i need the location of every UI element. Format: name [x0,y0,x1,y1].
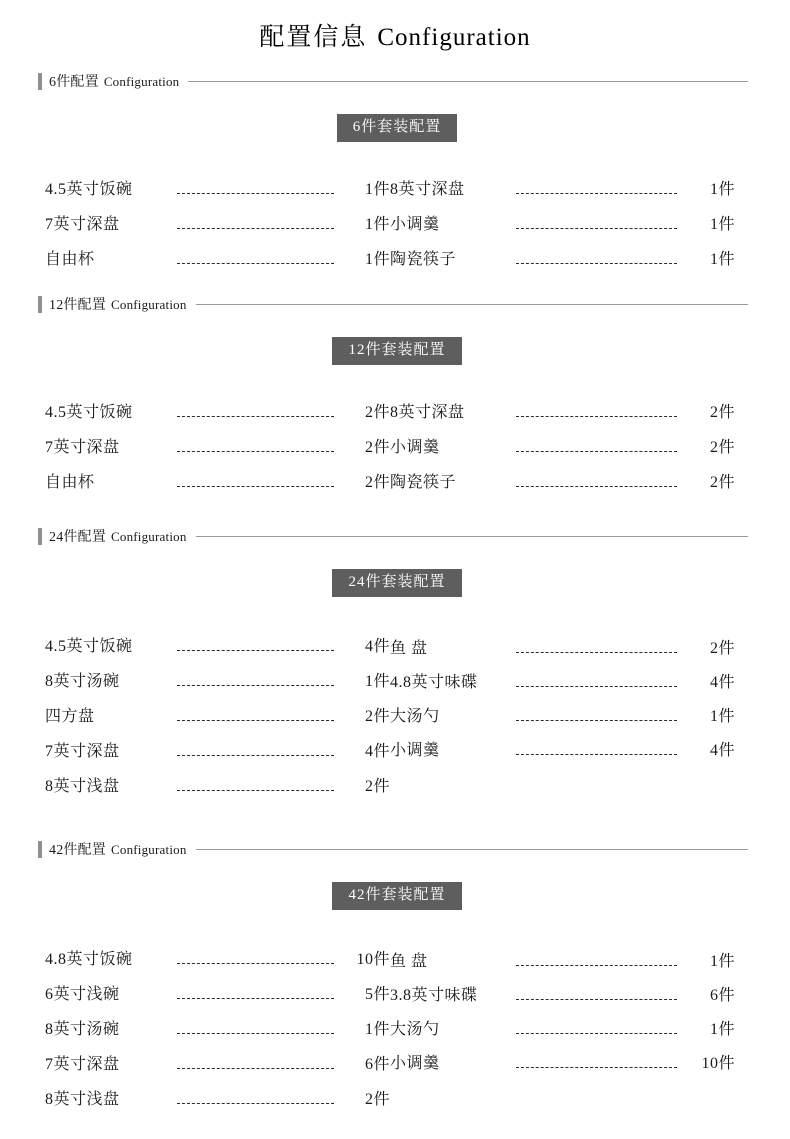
item-name: 4.8英寸饭碗 [45,951,133,968]
item-quantity: 10件 [701,1055,735,1072]
section-header-label [49,839,187,859]
section-header-label-en: Configuration [111,842,187,857]
item-name: 陶瓷筷子 [390,474,457,491]
leader-line [177,416,334,417]
item-column-left [45,176,390,281]
leader-line [516,720,677,721]
item-row [390,737,735,771]
item-name: 4.8英寸味碟 [390,674,478,691]
section-header [0,70,790,92]
set-badge-container [0,569,790,597]
item-row [390,1016,735,1050]
item-row [45,176,390,211]
item-row [390,246,735,281]
item-name: 8英寸浅盘 [45,1091,120,1108]
item-row [390,399,735,434]
item-name: 陶瓷筷子 [390,251,457,268]
item-quantity: 1件 [709,216,735,233]
section-header [0,525,790,547]
section-header-label [49,526,187,546]
item-quantity: 2件 [709,404,735,421]
item-column-left [45,399,390,504]
item-quantity: 1件 [364,251,390,268]
accent-bar-icon [38,841,42,858]
item-row [45,1086,390,1121]
section-header-label-cn: 42件配置 [49,843,106,858]
configuration-section [0,293,790,504]
item-quantity: 10件 [356,951,390,968]
page-title-en: Configuration [377,24,531,51]
item-row [45,469,390,504]
item-row [45,633,390,668]
item-row [45,1016,390,1051]
item-quantity: 1件 [709,708,735,725]
leader-line [516,999,677,1000]
item-row [390,176,735,211]
item-name: 8英寸汤碗 [45,673,120,690]
item-name: 7英寸深盘 [45,1056,120,1073]
item-name: 8英寸浅盘 [45,778,120,795]
item-row [45,399,390,434]
item-name: 7英寸深盘 [45,216,120,233]
item-name: 小调羹 [390,742,440,759]
set-badge: 24件套装配置 [332,569,461,597]
item-row [45,211,390,246]
leader-line [177,228,334,229]
item-name: 大汤勺 [390,708,440,725]
configuration-section [0,70,790,281]
item-name: 小调羹 [390,1055,440,1072]
item-column-right [390,399,735,504]
item-row [390,434,735,469]
item-name: 4.5英寸饭碗 [45,404,133,421]
item-column-left [45,633,390,808]
leader-line [516,754,677,755]
section-divider [196,536,748,537]
item-name: 4.5英寸饭碗 [45,638,133,655]
leader-line [177,1068,334,1069]
leader-line [177,193,334,194]
item-quantity: 1件 [709,1021,735,1038]
item-row [390,1050,735,1084]
leader-line [177,685,334,686]
section-header-label-cn: 24件配置 [49,530,106,545]
item-name: 四方盘 [45,708,95,725]
item-column-right [390,176,735,281]
item-quantity: 2件 [709,640,735,657]
section-header [0,293,790,315]
leader-line [177,720,334,721]
set-badge-container [0,114,790,142]
item-quantity: 1件 [364,673,390,690]
item-quantity: 2件 [709,474,735,491]
leader-line [177,650,334,651]
item-quantity: 2件 [364,778,390,795]
section-header-label-en: Configuration [111,529,187,544]
item-quantity: 2件 [364,708,390,725]
set-badge: 12件套装配置 [332,337,461,365]
set-badge-container [0,882,790,910]
item-quantity: 6件 [709,987,735,1004]
item-row [45,1051,390,1086]
item-name: 8英寸深盘 [390,404,465,421]
set-badge: 6件套装配置 [337,114,458,142]
leader-line [177,1033,334,1034]
item-quantity: 1件 [364,181,390,198]
item-row [390,469,735,504]
item-quantity: 1件 [709,181,735,198]
item-row [390,669,735,703]
item-name: 小调羹 [390,216,440,233]
item-columns [0,176,790,281]
item-quantity: 2件 [364,439,390,456]
item-name: 鱼 盘 [390,953,428,970]
item-row [45,703,390,738]
item-columns [0,633,790,808]
item-quantity: 2件 [364,1091,390,1108]
leader-line [177,486,334,487]
leader-line [516,451,677,452]
item-row [45,946,390,981]
item-quantity: 4件 [364,743,390,760]
item-quantity: 1件 [364,216,390,233]
item-row [45,246,390,281]
item-quantity: 4件 [709,674,735,691]
set-badge: 42件套装配置 [332,882,461,910]
item-row [45,981,390,1016]
item-quantity: 1件 [709,251,735,268]
item-quantity: 2件 [364,474,390,491]
accent-bar-icon [38,296,42,313]
configuration-section [0,525,790,808]
item-row [390,703,735,737]
leader-line [177,755,334,756]
item-name: 8英寸深盘 [390,181,465,198]
leader-line [516,193,677,194]
item-row [390,635,735,669]
section-header [0,838,790,860]
item-row [390,982,735,1016]
page-title [0,0,790,53]
leader-line [177,963,334,964]
leader-line [177,790,334,791]
leader-line [516,228,677,229]
item-name: 6英寸浅碗 [45,986,120,1003]
item-name: 自由杯 [45,474,95,491]
leader-line [516,416,677,417]
leader-line [177,998,334,999]
leader-line [177,451,334,452]
item-row [45,738,390,773]
leader-line [516,1067,677,1068]
item-name: 8英寸汤碗 [45,1021,120,1038]
item-quantity: 2件 [364,404,390,421]
item-quantity: 2件 [709,439,735,456]
set-badge-container [0,337,790,365]
leader-line [516,652,677,653]
item-name: 小调羹 [390,439,440,456]
section-header-label [49,71,179,91]
item-name: 鱼 盘 [390,640,428,657]
section-header-label-en: Configuration [111,297,187,312]
item-columns [0,946,790,1121]
leader-line [177,263,334,264]
leader-line [516,1033,677,1034]
page-title-cn: 配置信息 [259,24,368,51]
accent-bar-icon [38,528,42,545]
leader-line [516,486,677,487]
item-row [390,211,735,246]
item-quantity: 4件 [364,638,390,655]
item-column-right [390,633,735,808]
configuration-section [0,838,790,1121]
leader-line [516,965,677,966]
section-header-label [49,294,187,314]
section-divider [196,849,748,850]
leader-line [516,263,677,264]
item-name: 自由杯 [45,251,95,268]
item-name: 大汤勺 [390,1021,440,1038]
section-header-label-en: Configuration [103,74,180,89]
item-name: 7英寸深盘 [45,439,120,456]
item-row [45,773,390,808]
item-row [390,948,735,982]
item-quantity: 5件 [364,986,390,1003]
leader-line [177,1103,334,1104]
item-row [45,668,390,703]
section-header-label-cn: 6件配置 [49,75,99,90]
item-quantity: 6件 [364,1056,390,1073]
item-column-right [390,946,735,1121]
item-name: 4.5英寸饭碗 [45,181,133,198]
item-quantity: 1件 [364,1021,390,1038]
item-name: 3.8英寸味碟 [390,987,478,1004]
section-divider [188,81,748,82]
section-divider [196,304,748,305]
leader-line [516,686,677,687]
section-header-label-cn: 12件配置 [49,298,106,313]
item-quantity: 4件 [709,742,735,759]
item-name: 7英寸深盘 [45,743,120,760]
item-columns [0,399,790,504]
item-quantity: 1件 [709,953,735,970]
accent-bar-icon [38,73,42,90]
item-column-left [45,946,390,1121]
item-row [45,434,390,469]
